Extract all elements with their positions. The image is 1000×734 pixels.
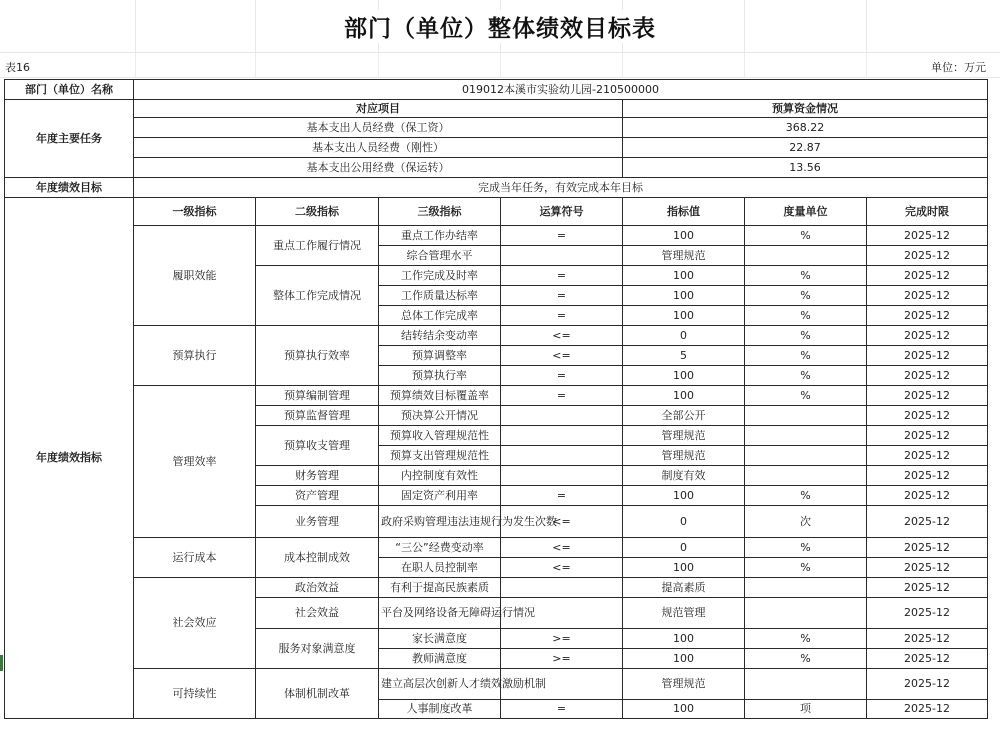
dept-row: [5, 80, 988, 100]
value-cell[interactable]: 0: [623, 538, 745, 558]
level2-cell: 重点工作履行情况: [256, 226, 379, 266]
deadline-cell[interactable]: 2025-12: [867, 426, 988, 446]
level2-cell: 服务对象满意度: [256, 629, 379, 669]
deadline-cell[interactable]: 2025-12: [867, 598, 988, 629]
task-item[interactable]: 基本支出公用经费（保运转）: [134, 158, 623, 178]
header-unit: 度量单位: [745, 198, 867, 226]
level2-cell: 预算编制管理: [256, 386, 379, 406]
deadline-cell[interactable]: 2025-12: [867, 700, 988, 719]
operator-cell[interactable]: [501, 578, 623, 598]
value-cell[interactable]: 制度有效: [623, 466, 745, 486]
level3-cell[interactable]: 平台及网络设备无障碍运行情况: [379, 598, 501, 629]
value-cell[interactable]: 100: [623, 306, 745, 326]
operator-cell[interactable]: >=: [501, 629, 623, 649]
task-item-header: 对应项目: [134, 100, 623, 118]
grid-line: [744, 53, 745, 77]
level3-cell[interactable]: 政府采购管理违法违规行为发生次数: [379, 506, 501, 538]
task-row: [5, 118, 988, 138]
operator-cell[interactable]: =: [501, 386, 623, 406]
operator-cell[interactable]: <=: [501, 346, 623, 366]
header-deadline: 完成时限: [867, 198, 988, 226]
table-number: 表16: [5, 61, 30, 74]
unit-cell[interactable]: %: [745, 486, 867, 506]
level3-cell[interactable]: 重点工作办结率: [379, 226, 501, 246]
level2-cell: 预算执行效率: [256, 326, 379, 386]
unit-cell[interactable]: %: [745, 306, 867, 326]
level3-cell[interactable]: 教师满意度: [379, 649, 501, 669]
unit-cell[interactable]: [745, 246, 867, 266]
deadline-cell[interactable]: 2025-12: [867, 326, 988, 346]
level3-cell[interactable]: 建立高层次创新人才绩效激励机制: [379, 669, 501, 700]
unit-cell[interactable]: %: [745, 386, 867, 406]
deadline-cell[interactable]: 2025-12: [867, 306, 988, 326]
grid-line: [135, 0, 136, 52]
level3-cell[interactable]: 预决算公开情况: [379, 406, 501, 426]
annual-task-label: 年度主要任务: [5, 100, 134, 178]
value-cell[interactable]: 100: [623, 266, 745, 286]
unit-cell[interactable]: %: [745, 346, 867, 366]
level3-cell[interactable]: 人事制度改革: [379, 700, 501, 719]
operator-cell[interactable]: <=: [501, 506, 623, 538]
header-level2: 二级指标: [256, 198, 379, 226]
level3-cell[interactable]: 内控制度有效性: [379, 466, 501, 486]
table-row: [5, 326, 988, 346]
level1-cell: 运行成本: [134, 538, 256, 578]
value-cell[interactable]: 管理规范: [623, 446, 745, 466]
task-amount[interactable]: 22.87: [623, 138, 988, 158]
level3-cell[interactable]: “三公”经费变动率: [379, 538, 501, 558]
unit-cell[interactable]: %: [745, 558, 867, 578]
header-level3: 三级指标: [379, 198, 501, 226]
level3-cell[interactable]: 固定资产利用率: [379, 486, 501, 506]
level2-cell: 预算收支管理: [256, 426, 379, 466]
level1-cell: 社会效应: [134, 578, 256, 669]
table-row: [5, 386, 988, 406]
grid-line: [135, 53, 136, 77]
operator-cell[interactable]: [501, 246, 623, 266]
deadline-cell[interactable]: 2025-12: [867, 649, 988, 669]
header-level1: 一级指标: [134, 198, 256, 226]
operator-cell[interactable]: =: [501, 486, 623, 506]
level3-cell[interactable]: 预算收入管理规范性: [379, 426, 501, 446]
value-cell[interactable]: 管理规范: [623, 426, 745, 446]
value-cell[interactable]: 全部公开: [623, 406, 745, 426]
unit-cell[interactable]: [745, 406, 867, 426]
deadline-cell[interactable]: 2025-12: [867, 406, 988, 426]
deadline-cell[interactable]: 2025-12: [867, 466, 988, 486]
level2-cell: 财务管理: [256, 466, 379, 486]
deadline-cell[interactable]: 2025-12: [867, 629, 988, 649]
value-cell[interactable]: 100: [623, 649, 745, 669]
grid-line: [378, 53, 379, 77]
level2-cell: 预算监督管理: [256, 406, 379, 426]
unit-cell[interactable]: [745, 426, 867, 446]
level1-cell: 可持续性: [134, 669, 256, 719]
indicator-header-row: [5, 198, 988, 226]
task-amount[interactable]: 368.22: [623, 118, 988, 138]
value-cell[interactable]: 5: [623, 346, 745, 366]
unit-cell[interactable]: 次: [745, 506, 867, 538]
deadline-cell[interactable]: 2025-12: [867, 286, 988, 306]
unit-cell[interactable]: [745, 466, 867, 486]
task-fund-header: 预算资金情况: [623, 100, 988, 118]
page-title: 部门（单位）整体绩效目标表: [338, 10, 662, 43]
grid-line: [255, 0, 256, 52]
goal-row: [5, 178, 988, 198]
deadline-cell[interactable]: 2025-12: [867, 558, 988, 578]
operator-cell[interactable]: =: [501, 700, 623, 719]
header-operator: 运算符号: [501, 198, 623, 226]
level3-cell[interactable]: 工作质量达标率: [379, 286, 501, 306]
unit-cell[interactable]: [745, 578, 867, 598]
unit-cell[interactable]: %: [745, 629, 867, 649]
unit-cell[interactable]: [745, 598, 867, 629]
value-cell[interactable]: 100: [623, 700, 745, 719]
unit-cell[interactable]: [745, 446, 867, 466]
unit-cell[interactable]: %: [745, 538, 867, 558]
value-cell[interactable]: 100: [623, 286, 745, 306]
level1-cell: 履职效能: [134, 226, 256, 326]
level3-cell[interactable]: 预算执行率: [379, 366, 501, 386]
task-amount[interactable]: 13.56: [623, 158, 988, 178]
annual-goal-value[interactable]: 完成当年任务，有效完成本年目标: [134, 178, 988, 198]
task-row: [5, 138, 988, 158]
grid-line: [622, 53, 623, 77]
level2-cell: 整体工作完成情况: [256, 266, 379, 326]
operator-cell[interactable]: [501, 466, 623, 486]
task-item[interactable]: 基本支出人员经费（刚性）: [134, 138, 623, 158]
sub-header-row: [0, 52, 1000, 78]
operator-cell[interactable]: <=: [501, 558, 623, 578]
table-row: [5, 538, 988, 558]
operator-cell[interactable]: =: [501, 286, 623, 306]
operator-cell[interactable]: =: [501, 366, 623, 386]
dept-label: 部门（单位）名称: [5, 80, 134, 100]
level2-cell: 成本控制成效: [256, 538, 379, 578]
value-cell[interactable]: 100: [623, 558, 745, 578]
grid-line: [866, 53, 867, 77]
deadline-cell[interactable]: 2025-12: [867, 366, 988, 386]
indicators-label: 年度绩效指标: [5, 198, 134, 719]
grid-line: [866, 0, 867, 52]
grid-line: [255, 53, 256, 77]
level2-cell: 社会效益: [256, 598, 379, 629]
unit-cell[interactable]: %: [745, 649, 867, 669]
value-cell[interactable]: 规范管理: [623, 598, 745, 629]
level3-cell[interactable]: 总体工作完成率: [379, 306, 501, 326]
annual-goal-label: 年度绩效目标: [5, 178, 134, 198]
value-cell[interactable]: 管理规范: [623, 246, 745, 266]
deadline-cell[interactable]: 2025-12: [867, 538, 988, 558]
grid-line: [744, 0, 745, 52]
value-cell[interactable]: 管理规范: [623, 669, 745, 700]
level2-cell: 政治效益: [256, 578, 379, 598]
unit-cell[interactable]: %: [745, 326, 867, 346]
deadline-cell[interactable]: 2025-12: [867, 506, 988, 538]
operator-cell[interactable]: =: [501, 226, 623, 246]
deadline-cell[interactable]: 2025-12: [867, 226, 988, 246]
level3-cell[interactable]: 综合管理水平: [379, 246, 501, 266]
level3-cell[interactable]: 预算调整率: [379, 346, 501, 366]
level3-cell[interactable]: 有利于提高民族素质: [379, 578, 501, 598]
level1-cell: 预算执行: [134, 326, 256, 386]
level2-cell: 体制机制改革: [256, 669, 379, 719]
value-cell[interactable]: 提高素质: [623, 578, 745, 598]
operator-cell[interactable]: [501, 446, 623, 466]
level3-cell[interactable]: 预算绩效目标覆盖率: [379, 386, 501, 406]
task-row: [5, 158, 988, 178]
deadline-cell[interactable]: 2025-12: [867, 386, 988, 406]
value-cell[interactable]: 0: [623, 506, 745, 538]
deadline-cell[interactable]: 2025-12: [867, 578, 988, 598]
unit-cell[interactable]: %: [745, 266, 867, 286]
header-value: 指标值: [623, 198, 745, 226]
level3-cell[interactable]: 工作完成及时率: [379, 266, 501, 286]
value-cell[interactable]: 100: [623, 226, 745, 246]
table-row: [5, 226, 988, 246]
operator-cell[interactable]: =: [501, 266, 623, 286]
grid-line: [500, 53, 501, 77]
title-row: [0, 0, 1000, 52]
level3-cell[interactable]: 家长满意度: [379, 629, 501, 649]
unit-cell[interactable]: %: [745, 286, 867, 306]
deadline-cell[interactable]: 2025-12: [867, 486, 988, 506]
unit-cell[interactable]: %: [745, 366, 867, 386]
unit-cell[interactable]: 项: [745, 700, 867, 719]
value-cell[interactable]: 100: [623, 486, 745, 506]
unit-cell[interactable]: %: [745, 226, 867, 246]
value-cell[interactable]: 100: [623, 366, 745, 386]
level3-cell[interactable]: 在职人员控制率: [379, 558, 501, 578]
operator-cell[interactable]: =: [501, 306, 623, 326]
level2-cell: 业务管理: [256, 506, 379, 538]
value-cell[interactable]: 100: [623, 629, 745, 649]
deadline-cell[interactable]: 2025-12: [867, 246, 988, 266]
unit-cell[interactable]: [745, 669, 867, 700]
operator-cell[interactable]: <=: [501, 326, 623, 346]
task-item[interactable]: 基本支出人员经费（保工资）: [134, 118, 623, 138]
operator-cell[interactable]: <=: [501, 538, 623, 558]
performance-table: [4, 79, 988, 719]
level1-cell: 管理效率: [134, 386, 256, 538]
operator-cell[interactable]: [501, 426, 623, 446]
unit-label: 单位：万元: [931, 61, 986, 74]
value-cell[interactable]: 0: [623, 326, 745, 346]
level2-cell: 资产管理: [256, 486, 379, 506]
level3-cell[interactable]: 预算支出管理规范性: [379, 446, 501, 466]
operator-cell[interactable]: >=: [501, 649, 623, 669]
deadline-cell[interactable]: 2025-12: [867, 346, 988, 366]
deadline-cell[interactable]: 2025-12: [867, 446, 988, 466]
value-cell[interactable]: 100: [623, 386, 745, 406]
row-selection-marker: [0, 655, 3, 671]
table-row: [5, 578, 988, 598]
level3-cell[interactable]: 结转结余变动率: [379, 326, 501, 346]
operator-cell[interactable]: [501, 406, 623, 426]
deadline-cell[interactable]: 2025-12: [867, 266, 988, 286]
dept-value[interactable]: 019012本溪市实验幼儿园-210500000: [134, 80, 988, 100]
table-row: [5, 669, 988, 700]
deadline-cell[interactable]: 2025-12: [867, 669, 988, 700]
task-header-row: [5, 100, 988, 118]
